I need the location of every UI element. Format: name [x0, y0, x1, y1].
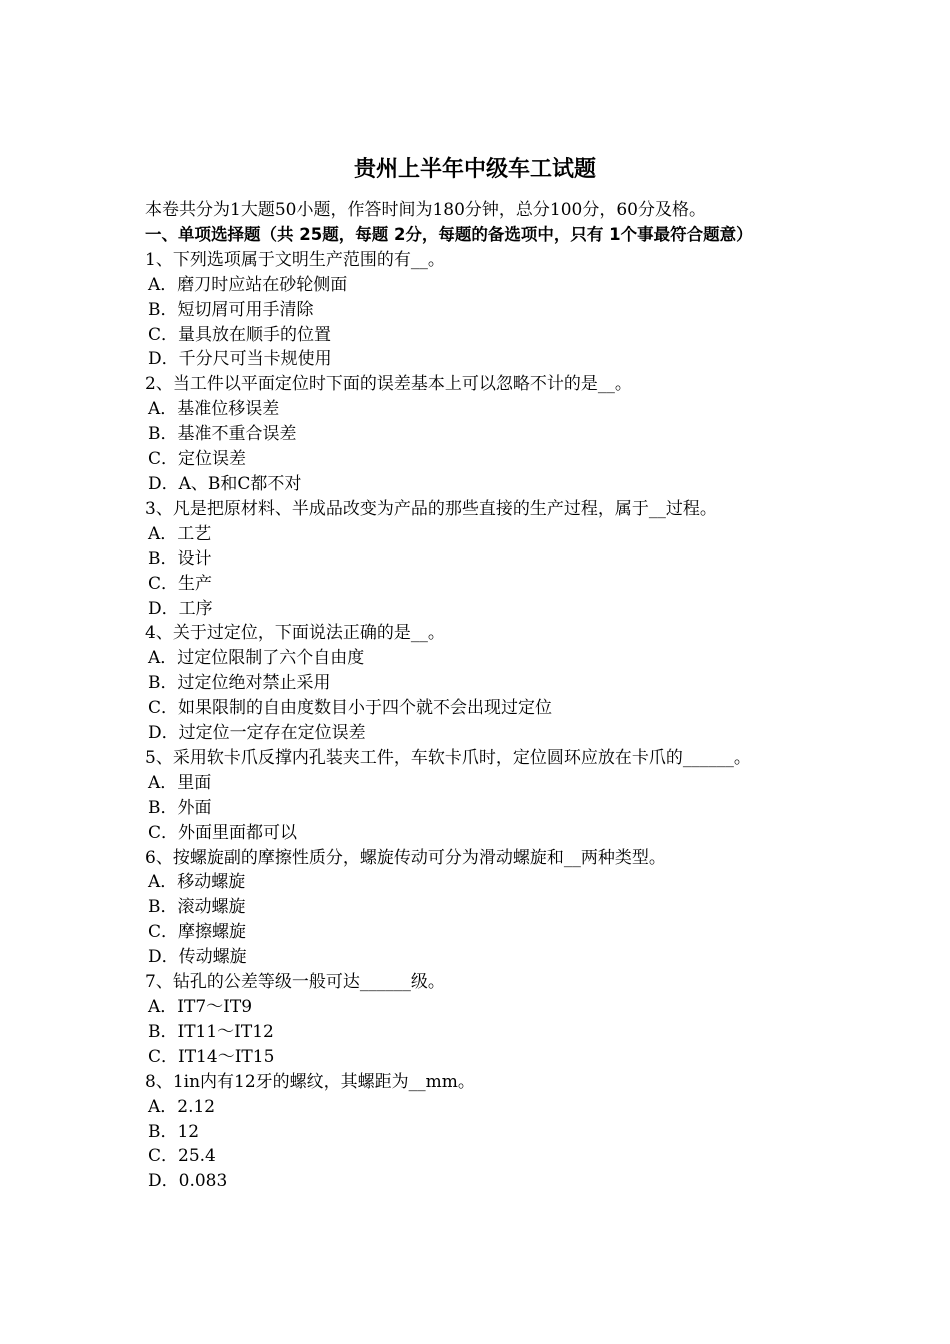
option-item: A．基准位移误差: [148, 399, 280, 420]
option-item: C．摩擦螺旋: [148, 922, 247, 943]
option-item: A．工艺: [148, 523, 212, 544]
document-body: [145, 198, 825, 1194]
question-text: 4、关于过定位，下面说法正确的是__。: [145, 623, 445, 644]
question-text: 3、凡是把原材料、半成品改变为产品的那些直接的生产过程，属于__过程。: [145, 498, 717, 519]
option-item: C．量具放在顺手的位置: [148, 324, 332, 345]
option-item: B．设计: [148, 548, 212, 569]
option-item: C．生产: [148, 573, 213, 594]
option-item: A．2.12: [148, 1096, 216, 1117]
option-item: A．移动螺旋: [148, 872, 246, 893]
option-item: A．磨刀时应站在砂轮侧面: [148, 274, 348, 295]
option-item: D．过定位一定存在定位误差: [148, 723, 366, 744]
option-list: [145, 995, 825, 1070]
question-item: [145, 372, 825, 497]
question-item: [145, 746, 825, 846]
option-item: C．25.4: [148, 1146, 216, 1167]
option-list: [145, 771, 825, 846]
option-item: B．IT11～IT12: [148, 1021, 274, 1042]
option-list: [145, 522, 825, 622]
option-item: C．IT14～IT15: [148, 1046, 275, 1067]
option-item: B．过定位绝对禁止采用: [148, 673, 331, 694]
question-item: [145, 497, 825, 622]
option-item: C．外面里面都可以: [148, 822, 298, 843]
question-text: 5、采用软卡爪反撑内孔装夹工件，车软卡爪时，定位圆环应放在卡爪的______。: [145, 747, 751, 768]
question-item: [145, 1070, 825, 1195]
question-item: [145, 846, 825, 971]
option-item: B．12: [148, 1121, 200, 1142]
question-item: [145, 621, 825, 746]
question-text: 2、当工件以平面定位时下面的误差基本上可以忽略不计的是__。: [145, 374, 632, 395]
option-item: A．IT7～IT9: [148, 997, 253, 1017]
option-list: [145, 1095, 825, 1195]
page-title: 贵州上半年中级车工试题: [353, 157, 596, 182]
option-item: D．千分尺可当卡规使用: [148, 349, 332, 370]
option-list: [145, 397, 825, 497]
question-text: 8、1in内有12牙的螺纹，其螺距为__mm。: [145, 1071, 475, 1092]
option-item: A．里面: [148, 772, 212, 793]
option-item: D．工序: [148, 598, 213, 619]
option-list: [145, 646, 825, 746]
question-text: 7、钻孔的公差等级一般可达______级。: [145, 972, 445, 993]
question-list: [145, 248, 825, 1194]
question-item: [145, 248, 825, 373]
option-item: C．定位误差: [148, 449, 247, 470]
question-text: 6、按螺旋副的摩擦性质分，螺旋传动可分为滑动螺旋和__两种类型。: [145, 847, 666, 868]
question-text: 1、下列选项属于文明生产范围的有__。: [145, 249, 445, 270]
option-item: D．0.083: [148, 1171, 228, 1192]
option-item: D．传动螺旋: [148, 947, 247, 968]
option-list: [145, 870, 825, 970]
option-item: B．基准不重合误差: [148, 424, 297, 445]
option-item: B．外面: [148, 797, 212, 818]
option-list: [145, 273, 825, 373]
question-item: [145, 970, 825, 1070]
option-item: B．滚动螺旋: [148, 897, 246, 918]
option-item: C．如果限制的自由度数目小于四个就不会出现过定位: [148, 698, 553, 719]
exam-intro: 本卷共分为1大题50小题，作答时间为180分钟，总分100分，60分及格。: [145, 200, 706, 220]
option-item: A．过定位限制了六个自由度: [148, 648, 365, 669]
option-item: D．A、B和C都不对: [148, 473, 302, 494]
option-item: B．短切屑可用手清除: [148, 299, 314, 320]
section-heading: 一、单项选择题（共 25题，每题 2分，每题的备选项中，只有 1个事最符合题意）: [145, 224, 753, 244]
